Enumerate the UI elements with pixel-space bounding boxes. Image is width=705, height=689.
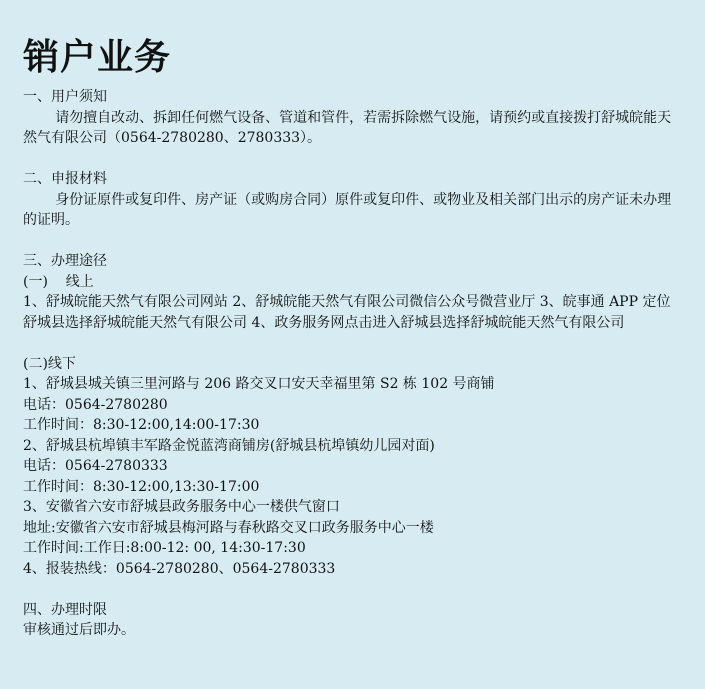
- section-body: 身份证原件或复印件、房产证（或购房合同）原件或复印件、或物业及相关部门出示的房产证未办理的证明。: [23, 191, 672, 228]
- offline-line: 电话：0564-2780280: [23, 396, 168, 413]
- offline-line: 工作时间:工作日:8:00-12: 00, 14:30-17:30: [23, 540, 306, 556]
- section-time-limit: [23, 600, 683, 641]
- offline-heading: (二)线下: [23, 355, 76, 372]
- offline-line: 地址:安徽省六安市舒城县梅河路与春秋路交叉口政务服务中心一楼: [23, 519, 434, 536]
- offline-line: 1、舒城县城关镇三里河路与 206 路交叉口安天幸福里第 S2 栋 102 号商铺: [23, 376, 495, 392]
- section-heading: 四、办理时限: [23, 601, 107, 618]
- section-body: 审核通过后即办。: [23, 622, 135, 638]
- section-heading: 一、用户须知: [23, 89, 107, 105]
- section-materials: [23, 169, 683, 231]
- section-user-notice: [23, 87, 683, 149]
- section-channels: [23, 251, 683, 579]
- offline-line: 工作时间：8:30-12:00,14:00-17:30: [23, 417, 260, 433]
- online-body: 1、舒城皖能天然气有限公司网站 2、舒城皖能天然气有限公司微信公众号微营业厅 3、皖事通 APP 定位舒城县选择舒城皖能天然气有限公司 4、政务服务网点击进入舒城县选择舒城皖能天然气有限公司: [23, 294, 671, 331]
- section-heading: 二、申报材料: [23, 171, 107, 187]
- section-heading: 三、办理途径: [23, 253, 107, 269]
- offline-line: 电话：0564-2780333: [23, 458, 168, 474]
- offline-line: 3、安徽省六安市舒城县政务服务中心一楼供气窗口: [23, 499, 340, 515]
- offline-line: 4、报装热线：0564-2780280、0564-2780333: [23, 560, 336, 577]
- online-heading: (一) 线上: [23, 273, 94, 290]
- page-title: 销户业务: [23, 37, 172, 78]
- offline-line: 2、舒城县杭埠镇丰军路金悦蓝湾商铺房(舒城县杭埠镇幼儿园对面): [23, 437, 435, 454]
- offline-line: 工作时间：8:30-12:00,13:30-17:00: [23, 478, 260, 495]
- section-body: 请勿擅自改动、拆卸任何燃气设备、管道和管件，若需拆除燃气设施，请预约或直接拨打舒城皖能天然气有限公司（0564-2780280、2780333）。: [23, 109, 672, 146]
